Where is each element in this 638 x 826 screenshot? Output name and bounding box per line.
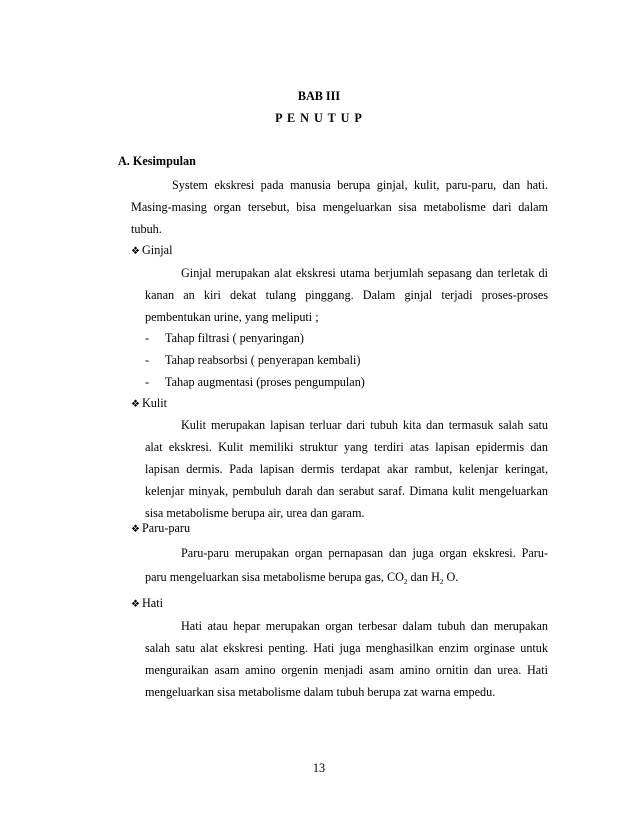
- section-title: A. Kesimpulan: [118, 154, 196, 168]
- intro-line-2: Masing-masing organ tersebut, bisa mengeluarkan sisa metabolisme dari dalam: [131, 200, 548, 214]
- dash-bullet: -: [145, 375, 150, 389]
- kulit-heading: [131, 396, 167, 411]
- kulit-line-5: sisa metabolisme berupa air, urea dan garam.: [145, 506, 365, 520]
- step-text: Tahap augmentasi (proses pengumpulan): [165, 375, 365, 389]
- step-text: Tahap filtrasi ( penyaringan): [165, 331, 304, 345]
- chapter-title: BAB III: [297, 89, 341, 103]
- intro-line-1: System ekskresi pada manusia berupa ginjal, kulit, paru-paru, dan hati.: [172, 178, 548, 192]
- hati-title: Hati: [142, 596, 163, 610]
- kulit-line-1: Kulit merupakan lapisan terluar dari tubuh kita dan termasuk salah satu: [181, 418, 548, 432]
- chapter-subtitle: P E N U T U P: [275, 111, 363, 125]
- hati-heading: [131, 596, 163, 611]
- paru-title: Paru-paru: [142, 521, 191, 535]
- paru-line-2-text: dan H: [407, 570, 440, 584]
- intro-line-3: tubuh.: [131, 222, 162, 236]
- ginjal-line-2: kanan an kiri dekat tulang pinggang. Dalam ginjal terjadi proses-proses: [145, 288, 548, 302]
- ginjal-title: Ginjal: [142, 243, 173, 257]
- subscript: 2: [439, 578, 444, 586]
- hati-line-1: Hati atau hepar merupakan organ terbesar dalam tubuh dan merupakan: [181, 619, 548, 633]
- paru-line-1: Paru-paru merupakan organ pernapasan dan juga organ ekskresi. Paru-: [181, 546, 548, 560]
- kulit-line-2: alat ekskresi. Kulit memiliki struktur yang terdiri atas lapisan epidermis dan: [145, 440, 548, 454]
- dash-bullet: -: [145, 353, 150, 367]
- ginjal-line-1: Ginjal merupakan alat ekskresi utama berjumlah sepasang dan terletak di: [181, 266, 548, 280]
- diamond-bullet-icon: ❖: [131, 599, 140, 610]
- ginjal-heading: [131, 243, 172, 258]
- hati-line-4: mengeluarkan sisa metabolisme dalam tubuh berupa zat warna empedu.: [145, 685, 496, 699]
- ginjal-step-1: [145, 331, 304, 346]
- diamond-bullet-icon: ❖: [131, 246, 140, 257]
- paru-heading: [131, 521, 190, 536]
- paru-line-2-text: O.: [443, 570, 459, 584]
- ginjal-step-3: [145, 375, 365, 390]
- ginjal-step-2: [145, 353, 360, 368]
- hati-line-3: menguraikan asam amino orgenin menjadi asam amino ornitin dan urea. Hati: [145, 663, 548, 677]
- kulit-line-4: kelenjar minyak, pembuluh darah dan serabut saraf. Dimana kulit mengeluarkan: [145, 484, 548, 498]
- diamond-bullet-icon: ❖: [131, 524, 140, 535]
- kulit-title: Kulit: [142, 396, 168, 410]
- kulit-line-3: lapisan dermis. Pada lapisan dermis terdapat akar rambut, kelenjar keringat,: [145, 462, 548, 476]
- hati-line-2: salah satu alat ekskresi penting. Hati juga menghasilkan enzim orginase untuk: [145, 641, 548, 655]
- ginjal-line-3: pembentukan urine, yang meliputi ;: [145, 310, 319, 324]
- paru-line-2-text: paru mengeluarkan sisa metabolisme berupa gas, CO: [145, 570, 404, 584]
- page-number: 13: [312, 761, 326, 775]
- diamond-bullet-icon: ❖: [131, 399, 140, 410]
- paru-line-2: [145, 570, 458, 586]
- subscript: 2: [403, 578, 408, 586]
- step-text: Tahap reabsorbsi ( penyerapan kembali): [165, 353, 361, 367]
- dash-bullet: -: [145, 331, 150, 345]
